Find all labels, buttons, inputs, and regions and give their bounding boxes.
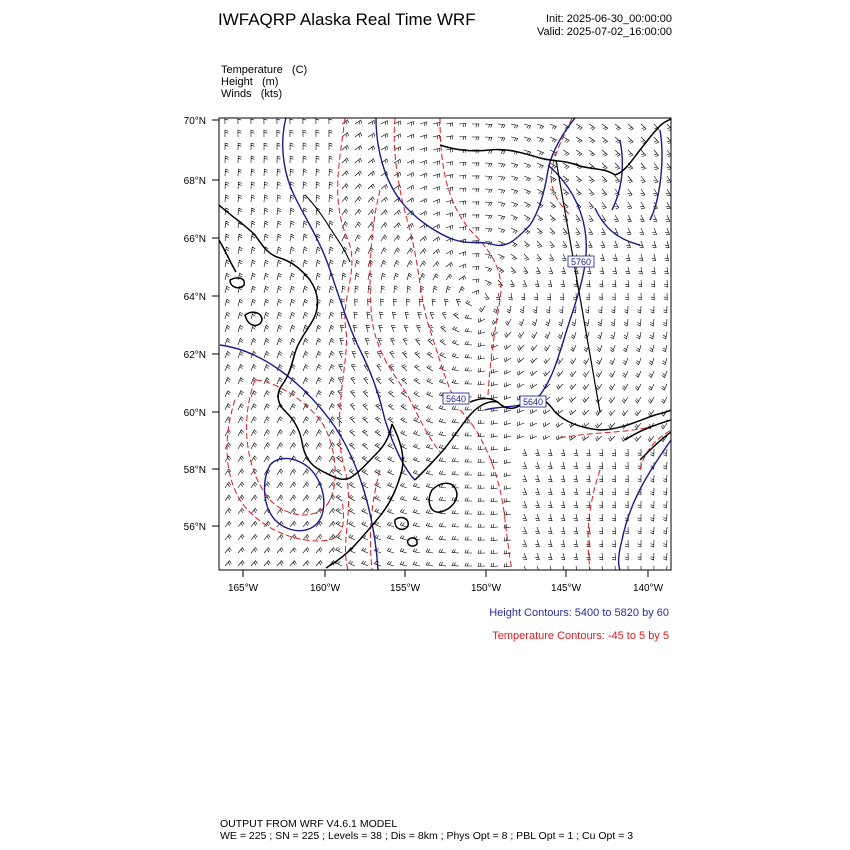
field-height: Height (m) — [221, 76, 279, 88]
temperature-contour — [227, 400, 344, 541]
field-winds: Winds (kts) — [221, 88, 283, 100]
lat-tick-label: 60°N — [183, 408, 206, 419]
temperature-contours — [227, 118, 671, 570]
temperature-legend: Temperature Contours: -45 to 5 by 5 — [492, 630, 669, 642]
coastline-west — [219, 205, 392, 479]
height-contour — [595, 208, 640, 245]
contour-label: 5760 — [570, 257, 592, 267]
height-contours — [220, 118, 671, 570]
lon-tick-label: 155°W — [389, 583, 421, 594]
lat-tick-label: 64°N — [183, 292, 206, 303]
height-contour — [619, 440, 671, 570]
lon-tick-label: 165°W — [227, 583, 259, 594]
wind-barb-field — [225, 117, 672, 573]
plot-title: IWFAQRP Alaska Real Time WRF — [218, 10, 476, 29]
height-legend: Height Contours: 5400 to 5820 by 60 — [489, 607, 669, 619]
border-canada — [556, 160, 600, 412]
valid-time: Valid: 2025-07-02_16:00:00 — [537, 26, 672, 38]
field-temperature: Temperature (C) — [221, 64, 308, 76]
lat-tick-label: 62°N — [183, 350, 206, 361]
lat-tick-label: 56°N — [183, 522, 206, 533]
lon-tick-label: 140°W — [632, 583, 664, 594]
island — [245, 312, 262, 325]
island — [230, 278, 244, 288]
lon-tick-label: 160°W — [309, 583, 341, 594]
longitude-axis — [228, 570, 664, 594]
wind-barbs — [225, 117, 672, 573]
temperature-contour — [370, 190, 440, 452]
island — [408, 538, 417, 546]
height-contour — [485, 165, 586, 410]
height-contour — [283, 118, 415, 480]
model-footer — [220, 818, 633, 842]
temperature-contour — [440, 118, 501, 395]
lon-tick-label: 150°W — [470, 583, 502, 594]
contour-label: 5640 — [445, 394, 467, 404]
lat-tick-label: 66°N — [183, 234, 206, 245]
height-contour — [612, 140, 622, 210]
footer-model: OUTPUT FROM WRF V4.6.1 MODEL — [220, 818, 398, 830]
footer-config: WE = 225 ; SN = 225 ; Levels = 38 ; Dis = 8km ; Phys Opt = 8 ; PBL Opt = 1 ; Cu Opt = 3 — [220, 830, 634, 842]
lon-tick-label: 145°W — [550, 583, 582, 594]
contour-label: 5640 — [522, 397, 544, 407]
coastline-peninsula-south — [415, 402, 498, 480]
lat-tick-label: 58°N — [183, 465, 206, 476]
lat-tick-label: 70°N — [183, 116, 206, 127]
coastline-russia — [219, 240, 236, 272]
init-time: Init: 2025-06-30_00:00:00 — [546, 13, 672, 25]
lat-tick-label: 68°N — [183, 176, 206, 187]
latitude-axis — [184, 116, 219, 533]
